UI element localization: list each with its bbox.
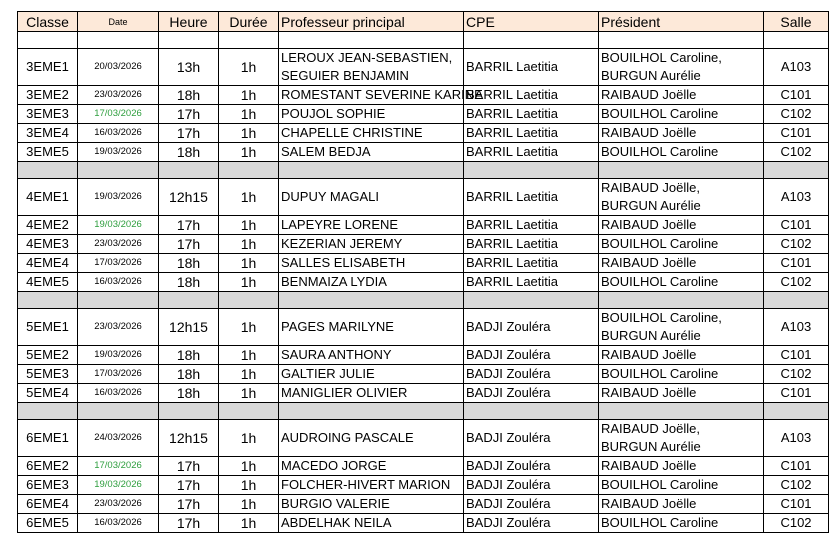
cell-prof-line: LEROUX JEAN-SEBASTIEN, [281,50,453,65]
cell-duree: 1h [219,105,279,124]
cell-heure: 18h [159,143,219,162]
cell-president-line: RAIBAUD Joëlle, [601,421,700,436]
empty-cell [159,403,219,420]
empty-cell [219,403,279,420]
cell-duree: 1h [219,86,279,105]
cell-heure: 18h [159,346,219,365]
cell-prof [279,179,464,216]
cell-classe: 4EME5 [18,273,78,292]
empty-cell [764,32,829,49]
cell-prof-line: KEZERIAN JEREMY [281,236,403,251]
cell-prof [279,384,464,403]
separator-row [18,292,829,309]
cell-prof-line: AUDROING PASCALE [281,430,414,445]
cell-president-line: RAIBAUD Joëlle [601,347,697,362]
cell-cpe: BARRIL Laetitia [464,143,599,162]
cell-cpe: BARRIL Laetitia [464,235,599,254]
cell-prof [279,86,483,105]
cell-cpe: BARRIL Laetitia [464,49,599,86]
cell-salle: A103 [764,420,829,457]
cell-prof [279,49,464,86]
cell-classe: 5EME3 [18,365,78,384]
cell-president [599,273,764,292]
cell-cpe: BADJI Zouléra [464,514,599,533]
cell-classe: 4EME3 [18,235,78,254]
cell-classe: 6EME4 [18,495,78,514]
table-row [18,254,829,273]
cell-heure: 17h [159,457,219,476]
empty-cell [599,292,764,309]
cell-classe: 3EME5 [18,143,78,162]
cell-classe: 4EME2 [18,216,78,235]
cell-president-line: BOUILHOL Caroline [601,515,719,530]
cell-president [599,476,764,495]
cell-cpe: BARRIL Laetitia [464,273,599,292]
cell-date: 19/03/2026 [78,179,159,216]
cell-classe: 4EME4 [18,254,78,273]
table-row [18,179,829,216]
cell-cpe: BADJI Zouléra [464,365,599,384]
table-body [18,32,829,533]
cell-president-line: RAIBAUD Joëlle [601,496,697,511]
cell-president [599,514,764,533]
cell-duree: 1h [219,124,279,143]
cell-duree: 1h [219,346,279,365]
cell-heure: 17h [159,495,219,514]
cell-prof-line: SALEM BEDJA [281,144,371,159]
empty-cell [18,162,78,179]
table-row [18,143,829,162]
cell-salle: C101 [764,124,829,143]
empty-cell [219,292,279,309]
cell-heure: 12h15 [159,420,219,457]
cell-president-line: RAIBAUD Joëlle [601,458,697,473]
cell-duree: 1h [219,365,279,384]
cell-president-line: BURGUN Aurélie [601,68,701,83]
cell-prof [279,514,464,533]
cell-prof-line: LAPEYRE LORENE [281,217,399,232]
table-row [18,105,829,124]
table-row [18,273,829,292]
empty-cell [159,162,219,179]
cell-prof-line: GALTIER JULIE [281,366,375,381]
empty-cell [219,162,279,179]
cell-classe: 5EME1 [18,309,78,346]
cell-salle: C102 [764,514,829,533]
cell-cpe: BARRIL Laetitia [464,179,599,216]
cell-date: 23/03/2026 [78,235,159,254]
header-professeur-principal: Professeur principal [279,12,464,32]
cell-salle: A103 [764,49,829,86]
cell-president [599,105,764,124]
cell-prof [279,105,464,124]
cell-president-line: RAIBAUD Joëlle [601,217,697,232]
cell-president-line: RAIBAUD Joëlle [601,125,697,140]
cell-date: 23/03/2026 [78,309,159,346]
cell-cpe: BADJI Zouléra [464,309,599,346]
cell-classe: 6EME3 [18,476,78,495]
table-row [18,384,829,403]
cell-prof [279,254,464,273]
cell-prof [279,346,464,365]
cell-duree: 1h [219,476,279,495]
empty-cell [464,162,599,179]
cell-date: 16/03/2026 [78,384,159,403]
cell-date: 23/03/2026 [78,495,159,514]
cell-cpe: BARRIL Laetitia [464,124,599,143]
cell-cpe: BADJI Zouléra [464,346,599,365]
cell-date: 24/03/2026 [78,420,159,457]
cell-classe: 5EME2 [18,346,78,365]
empty-cell [18,32,78,49]
blank-row [18,32,829,49]
cell-classe: 5EME4 [18,384,78,403]
cell-duree: 1h [219,420,279,457]
empty-cell [599,403,764,420]
cell-prof-line: MANIGLIER OLIVIER [281,385,408,400]
cell-duree: 1h [219,179,279,216]
cell-duree: 1h [219,309,279,346]
cell-heure: 13h [159,49,219,86]
cell-heure: 18h [159,384,219,403]
cell-cpe: BARRIL Laetitia [464,216,599,235]
cell-heure: 18h [159,365,219,384]
cell-prof-line: ROMESTANT SEVERINE KARINE [281,87,483,102]
separator-row [18,162,829,179]
table-row [18,457,829,476]
cell-prof-line: BENMAIZA LYDIA [281,274,387,289]
cell-cpe: BADJI Zouléra [464,495,599,514]
cell-classe: 6EME5 [18,514,78,533]
cell-president-line: RAIBAUD Joëlle [601,255,697,270]
cell-prof [279,273,464,292]
cell-salle: C102 [764,476,829,495]
cell-president [599,143,764,162]
cell-date: 19/03/2026 [78,216,159,235]
empty-cell [764,403,829,420]
cell-date: 16/03/2026 [78,124,159,143]
cell-date: 20/03/2026 [78,49,159,86]
cell-cpe: BARRIL Laetitia [464,254,599,273]
cell-duree: 1h [219,514,279,533]
cell-cpe: BARRIL Laetitia [464,105,599,124]
cell-salle: C102 [764,105,829,124]
cell-prof [279,365,464,384]
empty-cell [219,32,279,49]
cell-prof-line: PAGES MARILYNE [281,319,394,334]
cell-prof-line: CHAPELLE CHRISTINE [281,125,423,140]
empty-cell [279,403,464,420]
separator-row [18,403,829,420]
cell-salle: C101 [764,216,829,235]
cell-salle: C101 [764,457,829,476]
cell-heure: 17h [159,514,219,533]
cell-date: 17/03/2026 [78,457,159,476]
cell-classe: 4EME1 [18,179,78,216]
cell-heure: 12h15 [159,179,219,216]
cell-duree: 1h [219,273,279,292]
header-salle: Salle [764,12,829,32]
cell-president [599,309,764,346]
empty-cell [78,32,159,49]
cell-heure: 18h [159,254,219,273]
cell-president-line: RAIBAUD Joëlle [601,87,697,102]
empty-cell [764,292,829,309]
cell-heure: 17h [159,216,219,235]
empty-cell [18,292,78,309]
table-row [18,49,829,86]
cell-salle: C101 [764,86,829,105]
cell-salle: C101 [764,384,829,403]
cell-classe: 6EME1 [18,420,78,457]
cell-cpe: BADJI Zouléra [464,476,599,495]
cell-president-line: BOUILHOL Caroline [601,106,719,121]
cell-prof-line: SEGUIER BENJAMIN [281,68,409,83]
header-president: Président [599,12,764,32]
cell-president [599,86,764,105]
cell-president-line: BOUILHOL Caroline [601,144,719,159]
empty-cell [159,32,219,49]
cell-classe: 6EME2 [18,457,78,476]
cell-heure: 17h [159,124,219,143]
cell-prof [279,309,464,346]
cell-duree: 1h [219,49,279,86]
cell-president-line: BURGUN Aurélie [601,198,701,213]
cell-heure: 18h [159,86,219,105]
cell-duree: 1h [219,216,279,235]
empty-cell [279,162,464,179]
table-row [18,514,829,533]
cell-president [599,49,764,86]
cell-classe: 3EME2 [18,86,78,105]
cell-heure: 18h [159,273,219,292]
cell-date: 17/03/2026 [78,365,159,384]
cell-president [599,235,764,254]
empty-cell [78,403,159,420]
cell-date: 16/03/2026 [78,273,159,292]
cell-prof-line: BURGIO VALERIE [281,496,390,511]
table-row [18,235,829,254]
cell-president [599,179,764,216]
table-row [18,86,829,105]
cell-president-line: RAIBAUD Joëlle [601,385,697,400]
cell-prof-line: SAURA ANTHONY [281,347,392,362]
table-row [18,346,829,365]
cell-prof [279,495,464,514]
cell-classe: 3EME1 [18,49,78,86]
cell-prof [279,143,464,162]
cell-duree: 1h [219,495,279,514]
cell-prof-line: MACEDO JORGE [281,458,387,473]
schedule-table-container [17,11,829,533]
cell-duree: 1h [219,143,279,162]
cell-date: 19/03/2026 [78,143,159,162]
cell-salle: C101 [764,346,829,365]
header-duree: Durée [219,12,279,32]
cell-heure: 17h [159,476,219,495]
cell-president [599,216,764,235]
cell-prof-line: DUPUY MAGALI [281,189,380,204]
table-row [18,495,829,514]
empty-cell [464,32,599,49]
cell-prof [279,235,464,254]
cell-president [599,254,764,273]
cell-prof-line: POUJOL SOPHIE [281,106,386,121]
cell-cpe: BADJI Zouléra [464,384,599,403]
cell-salle: C102 [764,143,829,162]
cell-duree: 1h [219,235,279,254]
table-row [18,365,829,384]
schedule-table [17,11,829,533]
cell-president-line: BURGUN Aurélie [601,328,701,343]
cell-president [599,495,764,514]
cell-prof-line: SALLES ELISABETH [281,255,406,270]
empty-cell [279,292,464,309]
header-row [18,12,829,32]
cell-duree: 1h [219,457,279,476]
cell-prof [279,124,464,143]
cell-salle: A103 [764,309,829,346]
cell-classe: 3EME3 [18,105,78,124]
cell-date: 17/03/2026 [78,105,159,124]
cell-prof [279,457,464,476]
header-classe: Classe [18,12,78,32]
empty-cell [78,292,159,309]
cell-cpe: BADJI Zouléra [464,457,599,476]
cell-president-line: RAIBAUD Joëlle, [601,180,700,195]
cell-prof [279,420,464,457]
cell-president [599,124,764,143]
cell-salle: C102 [764,365,829,384]
cell-president-line: BURGUN Aurélie [601,439,701,454]
cell-date: 19/03/2026 [78,346,159,365]
cell-date: 19/03/2026 [78,476,159,495]
cell-salle: C102 [764,273,829,292]
table-row [18,309,829,346]
cell-date: 17/03/2026 [78,254,159,273]
header-heure: Heure [159,12,219,32]
cell-president [599,365,764,384]
cell-prof [279,476,464,495]
cell-salle: C102 [764,235,829,254]
empty-cell [159,292,219,309]
empty-cell [764,162,829,179]
cell-date: 16/03/2026 [78,514,159,533]
table-row [18,216,829,235]
table-row [18,476,829,495]
cell-cpe: BADJI Zouléra [464,420,599,457]
cell-duree: 1h [219,254,279,273]
empty-cell [464,292,599,309]
table-row [18,124,829,143]
empty-cell [599,32,764,49]
cell-president-line: BOUILHOL Caroline, [601,310,722,325]
cell-president-line: BOUILHOL Caroline [601,477,719,492]
cell-duree: 1h [219,384,279,403]
cell-president-line: BOUILHOL Caroline [601,274,719,289]
header-date: Date [78,12,159,32]
cell-president [599,346,764,365]
cell-heure: 12h15 [159,309,219,346]
empty-cell [464,403,599,420]
cell-president [599,420,764,457]
cell-date: 23/03/2026 [78,86,159,105]
cell-cpe: BARRIL Laetitia [464,86,599,105]
cell-salle: C101 [764,254,829,273]
cell-prof [279,216,464,235]
cell-president-line: BOUILHOL Caroline [601,236,719,251]
cell-heure: 17h [159,105,219,124]
empty-cell [78,162,159,179]
cell-president-line: BOUILHOL Caroline, [601,50,722,65]
empty-cell [18,403,78,420]
cell-prof-line: FOLCHER-HIVERT MARION [281,477,451,492]
cell-heure: 17h [159,235,219,254]
table-row [18,420,829,457]
cell-classe: 3EME4 [18,124,78,143]
cell-prof-line: ABDELHAK NEILA [281,515,392,530]
empty-cell [599,162,764,179]
cell-president [599,384,764,403]
header-cpe: CPE [464,12,599,32]
empty-cell [279,32,464,49]
cell-salle: A103 [764,179,829,216]
cell-salle: C101 [764,495,829,514]
cell-president-line: BOUILHOL Caroline [601,366,719,381]
cell-president [599,457,764,476]
